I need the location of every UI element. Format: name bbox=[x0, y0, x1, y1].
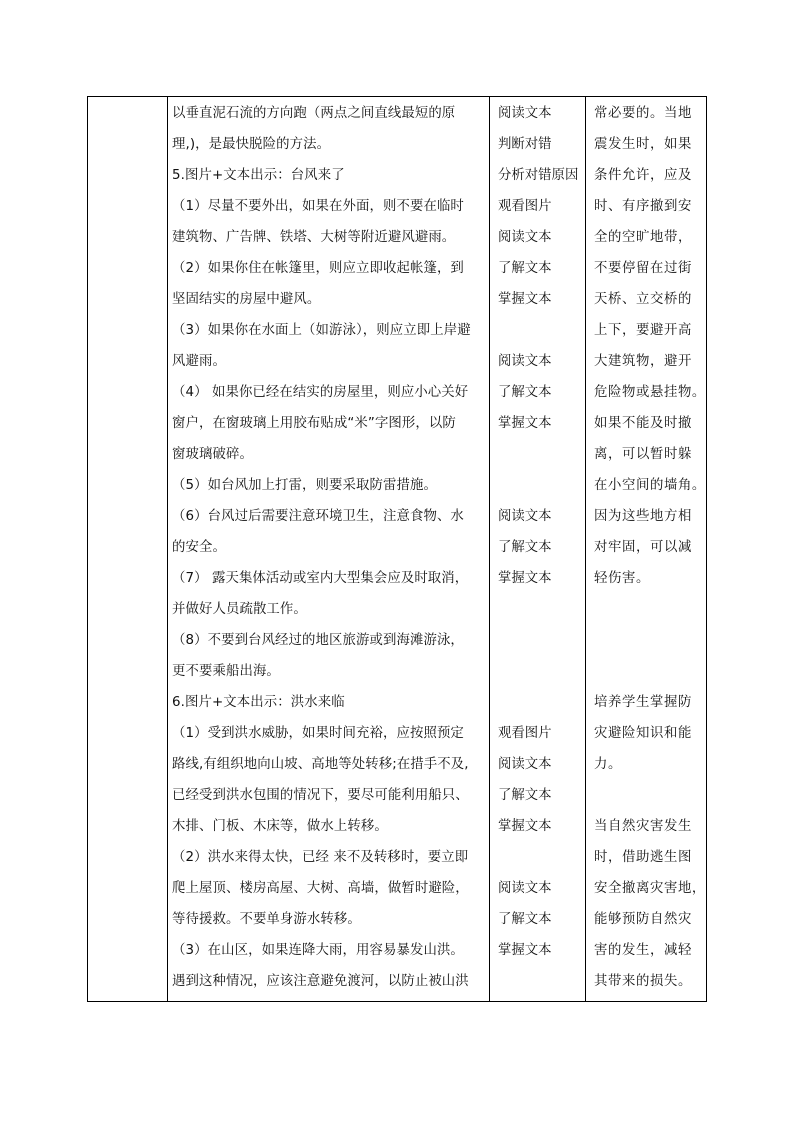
activity-text-line bbox=[490, 439, 585, 470]
content-text-line: 5.图片+文本出示：台风来了 bbox=[172, 168, 345, 183]
content-text-line: （8）不要到台风经过的地区旅游或到海滩游泳， bbox=[172, 633, 464, 648]
activity-text-line bbox=[490, 594, 585, 625]
activity-text-line: 掌握文本 bbox=[498, 571, 552, 586]
content-text-line: 的安全。 bbox=[172, 540, 226, 555]
intent-text-line: 常必要的。当地 bbox=[594, 106, 692, 121]
content-text-line: 风避雨。 bbox=[172, 354, 226, 369]
content-text-line: （2）洪水来得太快，已经 来不及转移时，要立即 bbox=[172, 850, 469, 865]
activity-text-line: 掌握文本 bbox=[498, 292, 552, 307]
intent-text-line: 当自然灾害发生 bbox=[594, 819, 692, 834]
intent-text-line: 其带来的损失。 bbox=[594, 974, 692, 989]
content-text-line: （7） 露天集体活动或室内大型集会应及时取消， bbox=[172, 571, 469, 586]
content-text-line: 以垂直泥石流的方向跑（两点之间直线最短的原 bbox=[172, 106, 456, 121]
content-text-line: 路线,有组织地向山坡、高地等处转移;在措手不及, bbox=[172, 757, 469, 772]
content-text-line: 并做好人员疏散工作。 bbox=[172, 602, 307, 617]
content-text-line: （3）在山区，如果连降大雨，用容易暴发山洪。 bbox=[172, 943, 464, 958]
intent-text-line: 安全撤离灾害地， bbox=[594, 881, 706, 896]
student-activity-cell bbox=[490, 97, 586, 1002]
content-text-line: 理,)，是最快脱险的方法。 bbox=[172, 137, 331, 152]
intent-text-line: 全的空旷地带， bbox=[594, 230, 692, 245]
activity-text-line: 掌握文本 bbox=[498, 416, 552, 431]
intent-text-line: 灾避险知识和能 bbox=[594, 726, 692, 741]
activity-text-line: 了解文本 bbox=[498, 540, 552, 555]
activity-text-line: 了解文本 bbox=[498, 261, 552, 276]
activity-text-line bbox=[490, 625, 585, 656]
content-text-line: 6.图片+文本出示：洪水来临 bbox=[172, 695, 345, 710]
intent-text-line: 如果不能及时撤 bbox=[594, 416, 692, 431]
content-text-line: 爬上屋顶、楼房高屋、大树、高墙，做暂时避险， bbox=[172, 881, 469, 896]
activity-text-line bbox=[490, 966, 585, 997]
activity-text-line bbox=[490, 470, 585, 501]
content-text-line: （1）受到洪水威胁，如果时间充裕，应按照预定 bbox=[172, 726, 464, 741]
content-text-line: （4） 如果你已经在结实的房屋里，则应小心关好 bbox=[172, 385, 469, 400]
content-text-line: （5）如台风加上打雷，则要采取防雷措施。 bbox=[172, 478, 437, 493]
intent-text-line: 危险物或悬挂物。 bbox=[594, 385, 706, 400]
content-text-line: （1）尽量不要外出，如果在外面，则不要在临时 bbox=[172, 199, 464, 214]
intent-text-line: 能够预防自然灾 bbox=[594, 912, 692, 927]
table-row bbox=[88, 97, 707, 1002]
intent-text-line: 时、有序撤到安 bbox=[594, 199, 692, 214]
intent-text-line: 在小空间的墙角。 bbox=[594, 478, 706, 493]
content-text-line: 建筑物、广告牌、铁塔、大树等附近避风避雨。 bbox=[172, 230, 456, 245]
content-text-line: （2）如果你住在帐篷里，则应立即收起帐篷，到 bbox=[172, 261, 464, 276]
activity-text-line bbox=[490, 315, 585, 346]
activity-text-line: 了解文本 bbox=[498, 385, 552, 400]
intent-text-line: 力。 bbox=[594, 757, 622, 772]
intent-text-line: 对牢固，可以减 bbox=[594, 540, 692, 555]
activity-text-line: 观看图片 bbox=[498, 726, 552, 741]
intent-text-line bbox=[586, 625, 706, 656]
intent-text-line: 因为这些地方相 bbox=[594, 509, 692, 524]
content-text-line: 等待援救。不要单身游水转移。 bbox=[172, 912, 361, 927]
content-text-line: 窗玻璃破碎。 bbox=[172, 447, 253, 462]
content-text-line: 遇到这种情况，应该注意避免渡河，以防止被山洪 bbox=[172, 974, 469, 989]
activity-text-line: 阅读文本 bbox=[498, 881, 552, 896]
intent-text-line bbox=[586, 594, 706, 625]
intent-text-line: 天桥、立交桥的 bbox=[594, 292, 692, 307]
intent-text-line bbox=[586, 780, 706, 811]
activity-text-line: 阅读文本 bbox=[498, 509, 552, 524]
activity-text-line: 判断对错 bbox=[498, 137, 552, 152]
intent-text-line: 时，借助逃生图 bbox=[594, 850, 692, 865]
intent-text-line bbox=[586, 656, 706, 687]
content-text-line: 窗户，在窗玻璃上用胶布贴成“米”字图形，以防 bbox=[172, 416, 456, 431]
intent-text-line: 轻伤害。 bbox=[594, 571, 650, 586]
activity-text-line: 了解文本 bbox=[498, 912, 552, 927]
activity-text-line bbox=[490, 842, 585, 873]
activity-text-line: 分析对错原因 bbox=[498, 168, 579, 183]
activity-text-line: 阅读文本 bbox=[498, 757, 552, 772]
intent-text-line: 大建筑物，避开 bbox=[594, 354, 692, 369]
intent-text-line: 培养学生掌握防 bbox=[594, 695, 692, 710]
intent-text-line: 上下，要避开高 bbox=[594, 323, 692, 338]
intent-text-line: 条件允许，应及 bbox=[594, 168, 692, 183]
activity-text-line: 了解文本 bbox=[498, 788, 552, 803]
activity-text-line: 掌握文本 bbox=[498, 819, 552, 834]
content-text-line: 木排、门板、木床等，做水上转移。 bbox=[172, 819, 388, 834]
content-text-line: 坚固结实的房屋中避风。 bbox=[172, 292, 321, 307]
content-text-line: 已经受到洪水包围的情况下，要尽可能利用船只、 bbox=[172, 788, 469, 803]
content-text-line: （6）台风过后需要注意环境卫生，注意食物、水 bbox=[172, 509, 464, 524]
design-intent-cell bbox=[586, 97, 707, 1002]
content-text-line: 更不要乘船出海。 bbox=[172, 664, 280, 679]
activity-text-line: 阅读文本 bbox=[498, 230, 552, 245]
activity-text-line: 阅读文本 bbox=[498, 106, 552, 121]
activity-text-line: 阅读文本 bbox=[498, 354, 552, 369]
intent-text-line: 震发生时，如果 bbox=[594, 137, 692, 152]
content-text-line: （3）如果你在水面上（如游泳），则应立即上岸避 bbox=[172, 323, 471, 338]
intent-text-line: 不要停留在过街 bbox=[594, 261, 692, 276]
intent-text-line: 离，可以暂时躲 bbox=[594, 447, 692, 462]
lesson-plan-table bbox=[87, 96, 707, 1002]
stage-cell bbox=[88, 97, 168, 1002]
teaching-content-cell bbox=[168, 97, 490, 1002]
activity-text-line bbox=[490, 656, 585, 687]
activity-text-line: 掌握文本 bbox=[498, 943, 552, 958]
activity-text-line: 观看图片 bbox=[498, 199, 552, 214]
intent-text-line: 害的发生，减轻 bbox=[594, 943, 692, 958]
activity-text-line bbox=[490, 687, 585, 718]
